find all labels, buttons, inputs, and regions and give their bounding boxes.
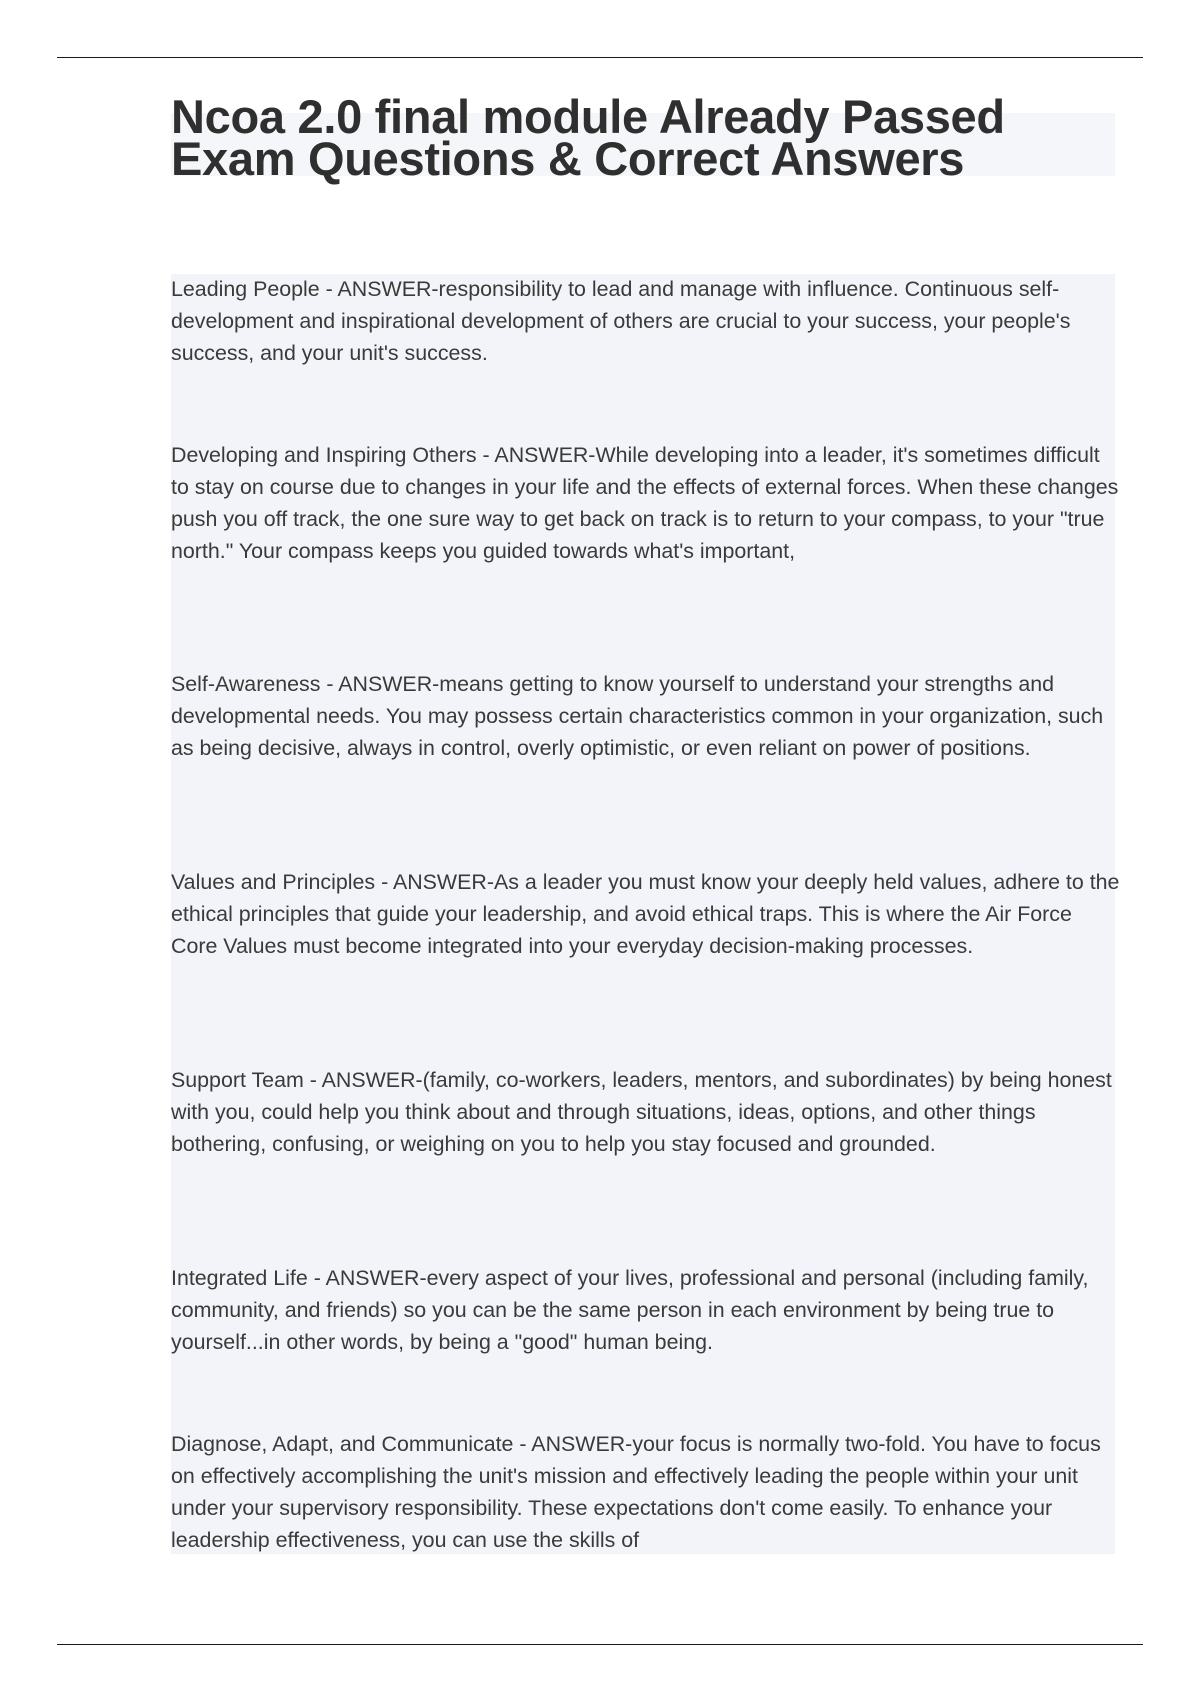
qa-separator: - ANSWER- bbox=[513, 1432, 633, 1456]
qa-entry-support-team bbox=[171, 1064, 1121, 1160]
qa-answer: As a leader you must know your deeply held values, adhere to the ethical principles that guide your leadership, and avoid ethical traps. This is where the Air Force Core Values must become integrated into your everyday decision-making processes. bbox=[171, 870, 1120, 958]
qa-separator: - ANSWER- bbox=[303, 1068, 423, 1092]
qa-separator: - ANSWER- bbox=[319, 277, 439, 301]
qa-term: Support Team bbox=[171, 1068, 304, 1092]
qa-answer: means getting to know yourself to understand your strengths and developmental needs. You may possess certain characteristics common in your organization, such as being decisive, always in control, overly optimistic, or even reliant on power of positions. bbox=[171, 672, 1104, 760]
qa-answer: every aspect of your lives, professional and personal (including family, community, and friends) so you can be the same person in each environment by being true to yourself...in other words, by being a "good" human being. bbox=[171, 1266, 1089, 1354]
qa-entry-developing-inspiring-others bbox=[171, 439, 1121, 567]
qa-term: Values and Principles bbox=[171, 870, 376, 894]
qa-term: Leading People bbox=[171, 277, 320, 301]
qa-term: Developing and Inspiring Others bbox=[171, 443, 477, 467]
document-title: Ncoa 2.0 final module Already Passed Exam Questions & Correct Answers bbox=[171, 90, 1005, 186]
qa-term: Diagnose, Adapt, and Communicate bbox=[171, 1432, 514, 1456]
qa-separator: - ANSWER- bbox=[307, 1266, 427, 1290]
qa-separator: - ANSWER- bbox=[476, 443, 596, 467]
qa-answer: (family, co-workers, leaders, mentors, and subordinates) by being honest with you, could help you think about and through situations, ideas, options, and other things bothering, confusing, or weighing on you to help you stay focused and grounded. bbox=[171, 1068, 1112, 1156]
qa-entry-values-principles bbox=[171, 866, 1121, 962]
qa-term: Self-Awareness bbox=[171, 672, 321, 696]
qa-term: Integrated Life bbox=[171, 1266, 308, 1290]
qa-answer: responsibility to lead and manage with influence. Continuous self-development and inspirational development of others are crucial to your success, your people's success, and your unit's success. bbox=[171, 277, 1071, 365]
bottom-divider bbox=[57, 1644, 1143, 1645]
qa-separator: - ANSWER- bbox=[320, 672, 440, 696]
qa-answer: While developing into a leader, it's sometimes difficult to stay on course due to changes in your life and the effects of external forces. When these changes push you off track, the one sure way to get back on track is to return to your compass, to your "true north." Your compass keeps you guided towards what's important, bbox=[171, 443, 1119, 563]
qa-entry-integrated-life bbox=[171, 1262, 1121, 1358]
qa-entry-diagnose-adapt-communicate bbox=[171, 1428, 1121, 1556]
qa-entry-self-awareness bbox=[171, 668, 1121, 764]
qa-separator: - ANSWER- bbox=[375, 870, 494, 894]
top-divider bbox=[57, 57, 1143, 58]
qa-entry-leading-people bbox=[171, 273, 1121, 369]
qa-answer: your focus is normally two-fold. You have to focus on effectively accomplishing the unit's mission and effectively leading the people within your unit under your supervisory responsibility. These expectations don't come easily. To enhance your leadership effectiveness, you can use the skills of bbox=[171, 1432, 1101, 1552]
